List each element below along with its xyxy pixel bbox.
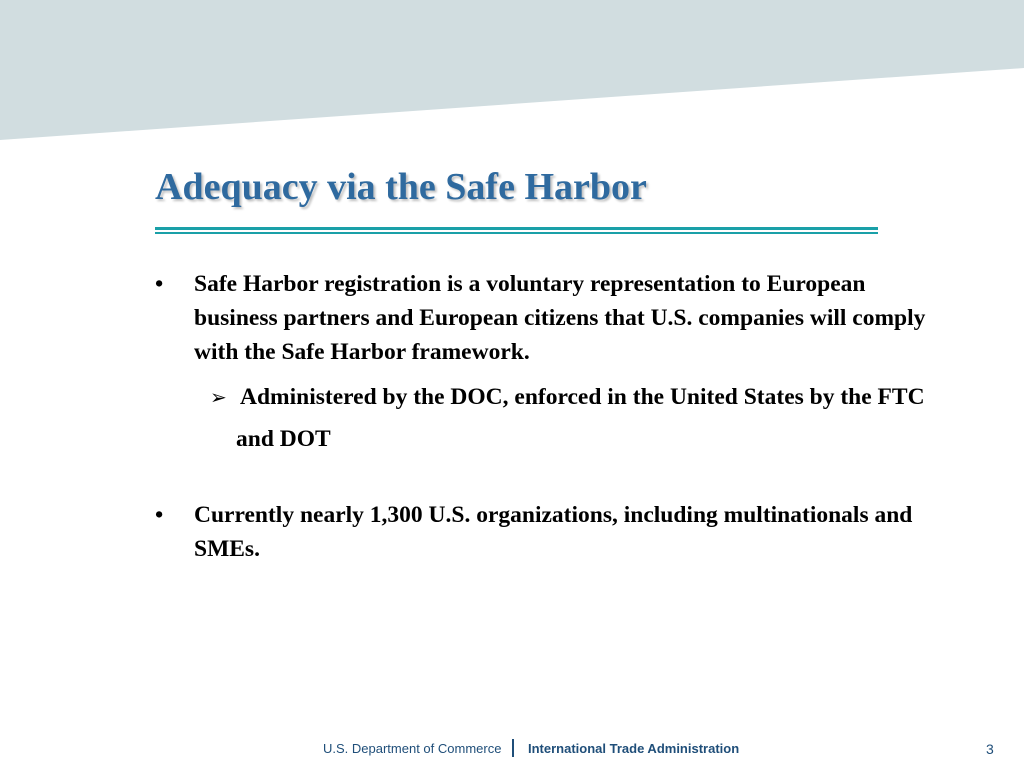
bullet-text: Currently nearly 1,300 U.S. organizations, including multinationals and SMEs. [194,502,913,562]
sub-bullet-text: Administered by the DOC, enforced in the United States by the FTC and DOT [236,384,925,452]
footer-divider [512,739,514,757]
header-band-shape [0,0,1024,140]
arrow-bullet-icon: ➢ [210,385,227,409]
title-underline-bottom [155,232,878,234]
slide-number: 3 [986,741,994,757]
footer [0,735,1024,765]
header-band [0,0,1024,145]
bullet-marker: • [155,502,164,528]
footer-agency: International Trade Administration [528,741,740,756]
bullet-marker: • [155,271,164,297]
bullet-text: Safe Harbor registration is a voluntary representation to European business partners and European citizens that U.S. companies will comply with the Safe Harbor framework. [194,271,926,365]
title-underline-top [155,227,878,230]
slide-title: Adequacy via the Safe Harbor [155,166,647,208]
footer-department: U.S. Department of Commerce [323,741,502,756]
